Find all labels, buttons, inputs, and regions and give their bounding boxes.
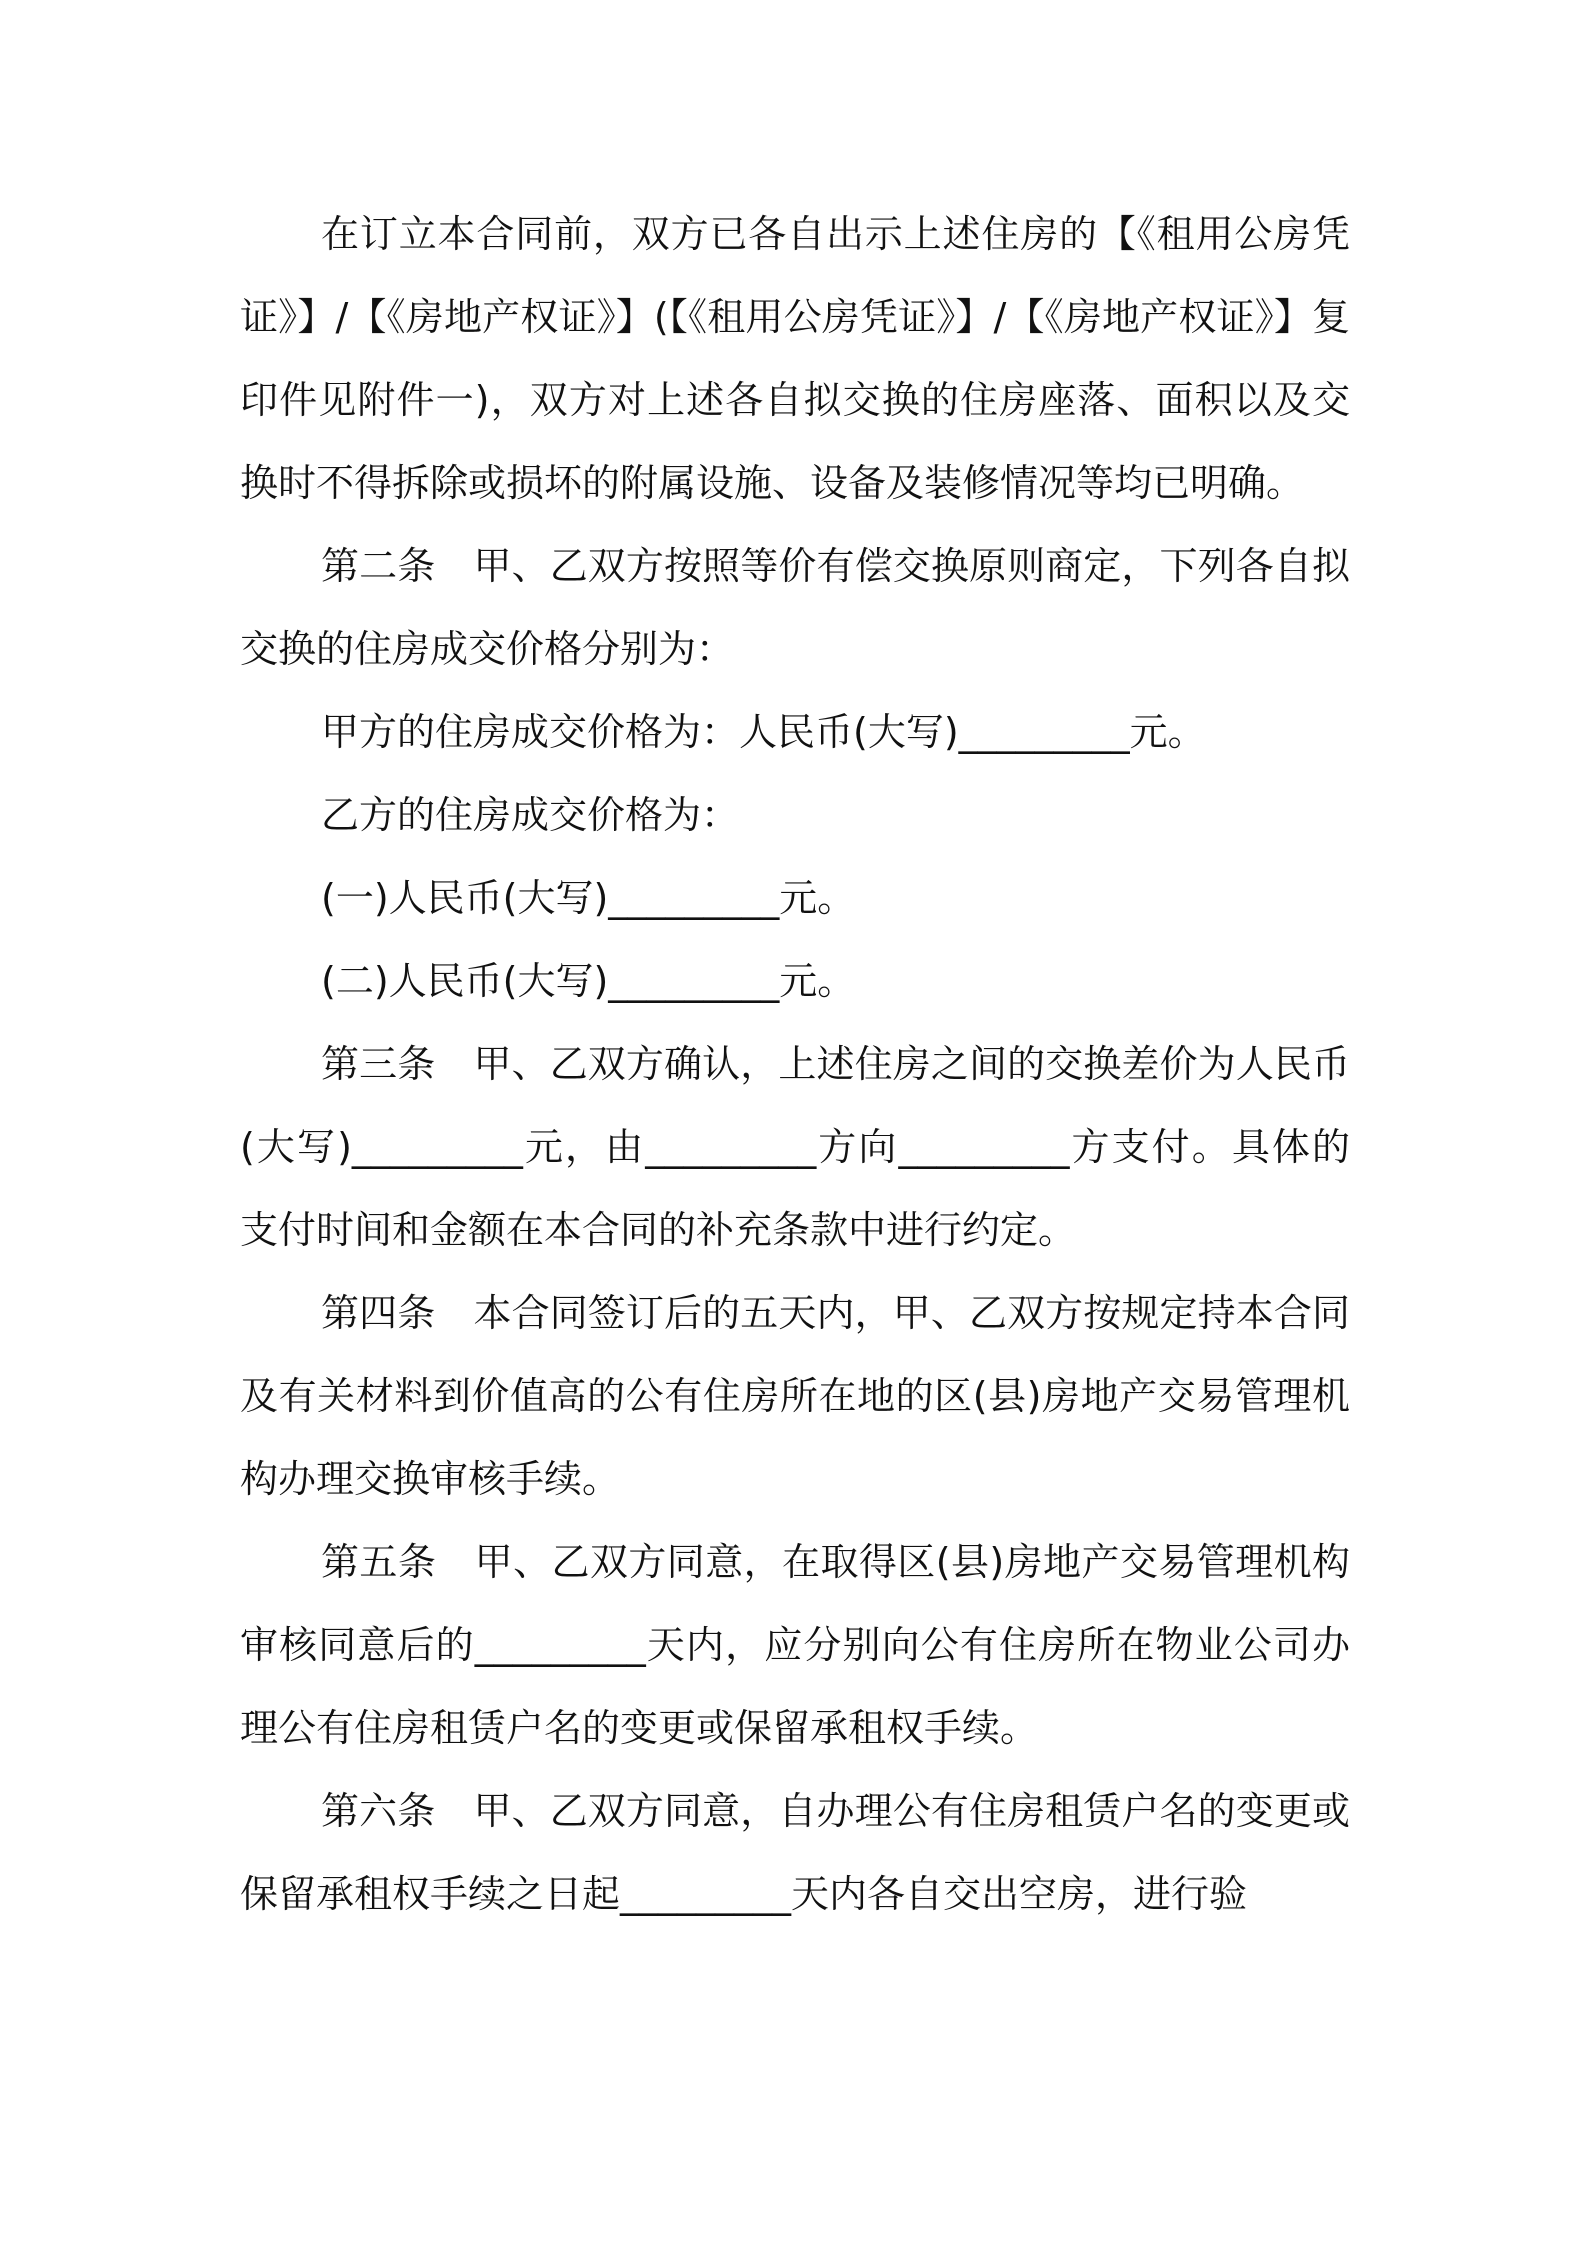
paragraph-article-4: 第四条 本合同签订后的五天内，甲、乙双方按规定持本合同及有关材料到价值高的公有住房所在地的区(县)房地产交易管理机构办理交换审核手续。 bbox=[240, 1291, 1350, 1501]
paragraph-article-2: 第二条 甲、乙双方按照等价有偿交换原则商定，下列各自拟交换的住房成交价格分别为： bbox=[240, 544, 1350, 671]
paragraph-price-item-2: (二)人民币(大写)_________元。 bbox=[321, 959, 856, 1003]
paragraph-article-3: 第三条 甲、乙双方确认，上述住房之间的交换差价为人民币(大写)_________元，由_________方向_________方支付。具体的支付时间和金额在本合同的补充条款中进行约定。 bbox=[240, 1042, 1350, 1252]
paragraph-article-5: 第五条 甲、乙双方同意，在取得区(县)房地产交易管理机构审核同意后的_________天内，应分别向公有住房所在物业公司办理公有住房租赁户名的变更或保留承租权手续。 bbox=[240, 1540, 1350, 1750]
paragraph-certificates: 在订立本合同前，双方已各自出示上述住房的【《租用公房凭证》】/【《房地产权证》】(【《租用公房凭证》】/【《房地产权证》】复印件见附件一)，双方对上述各自拟交换的住房座落、面积以及交换时不得拆除或损坏的附属设施、设备及装修情况等均已明确。 bbox=[240, 212, 1350, 505]
paragraph-price-item-1: (一)人民币(大写)_________元。 bbox=[321, 876, 856, 920]
contract-body bbox=[240, 193, 1350, 1936]
paragraph-party-a-price: 甲方的住房成交价格为：人民币(大写)_________元。 bbox=[321, 710, 1206, 754]
paragraph-party-b-price: 乙方的住房成交价格为： bbox=[321, 793, 740, 837]
paragraph-article-6: 第六条 甲、乙双方同意，自办理公有住房租赁户名的变更或保留承租权手续之日起_________天内各自交出空房，进行验 bbox=[240, 1789, 1350, 1916]
